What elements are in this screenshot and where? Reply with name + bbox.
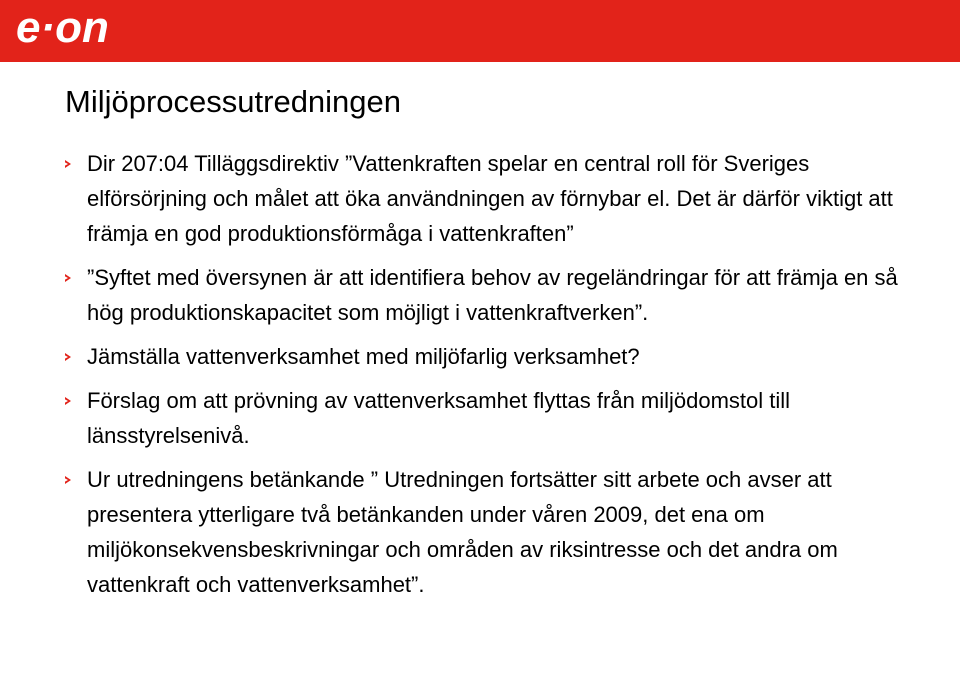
chevron-right-icon xyxy=(63,475,73,485)
bullet-list xyxy=(60,146,920,602)
bullet-text: Jämställa vattenverksamhet med miljöfarlig verksamhet? xyxy=(87,344,640,369)
bullet-text: ”Syftet med översynen är att identifiera behov av regeländringar för att främja en så hög produktionskapacitet som möjligt i vattenkraftverken”. xyxy=(87,265,898,325)
chevron-right-icon xyxy=(63,273,73,283)
bullet-item-3 xyxy=(60,339,920,374)
page-title: Miljöprocessutredningen xyxy=(65,84,402,119)
bullet-text: Dir 207:04 Tilläggsdirektiv ”Vattenkraften spelar en central roll för Sveriges elförsörjning och målet att öka användningen av förnybar el. Det är därför viktigt att främja en god produktionsförmåga i vattenkraften” xyxy=(87,151,893,246)
chevron-right-icon xyxy=(63,396,73,406)
eon-logo xyxy=(10,2,160,56)
bullet-text: Ur utredningens betänkande ” Utredningen fortsätter sitt arbete och avser att presentera ytterligare två betänkanden under våren 2009, det ena om miljökonsekvensbeskrivningar och områden av riksintresse och det andra om vattenkraft och vattenverksamhet”. xyxy=(87,467,838,597)
header-bar xyxy=(0,0,960,62)
bullet-item-2 xyxy=(60,260,920,330)
chevron-right-icon xyxy=(63,352,73,362)
chevron-right-icon xyxy=(63,159,73,169)
bullet-item-1 xyxy=(60,146,920,251)
bullet-item-5 xyxy=(60,462,920,602)
logo-text: e·on xyxy=(16,3,109,52)
bullet-item-4 xyxy=(60,383,920,453)
bullet-text: Förslag om att prövning av vattenverksamhet flyttas från miljödomstol till länsstyrelsenivå. xyxy=(87,388,791,448)
